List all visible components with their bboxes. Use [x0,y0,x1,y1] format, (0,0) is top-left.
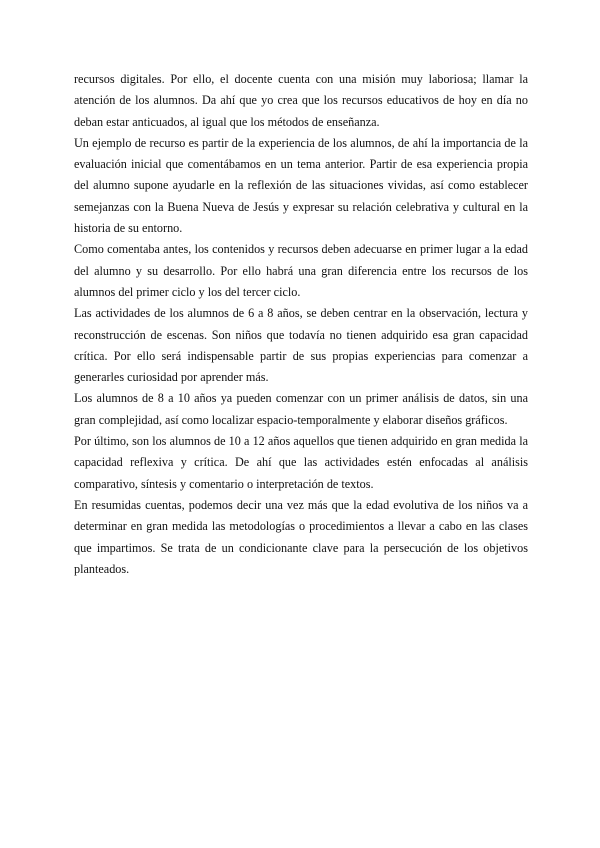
paragraph-6: Por último, son los alumnos de 10 a 12 años aquellos que tienen adquirido en gran medida la capacidad reflexiva y crítica. De ahí que las actividades estén enfocadas al análisis comparativo, síntesis y comentario o interpretación de textos. [74,434,528,491]
paragraph-5: Los alumnos de 8 a 10 años ya pueden comenzar con un primer análisis de datos, sin una gran complejidad, así como localizar espacio-temporalmente y elaborar diseños gráficos. [74,391,528,427]
paragraph-1: recursos digitales. Por ello, el docente cuenta con una misión muy laboriosa; llamar la atención de los alumnos. Da ahí que yo crea que los recursos educativos de hoy en día no deban estar anticuados, al igual que los métodos de enseñanza. [74,72,528,129]
paragraph-2: Un ejemplo de recurso es partir de la experiencia de los alumnos, de ahí la importancia de la evaluación inicial que comentábamos en un tema anterior. Partir de esa experiencia propia del alumno supone ayudarle en la reflexión de las situaciones vividas, así como establecer semejanzas con la Buena Nueva de Jesús y expresar su relación celebrativa y cultural en la historia de su entorno. [74,135,528,236]
paragraph-3: Como comentaba antes, los contenidos y recursos deben adecuarse en primer lugar a la edad del alumno y su desarrollo. Por ello habrá una gran diferencia entre los recursos de los alumnos del primer ciclo y los del tercer ciclo. [74,242,528,299]
paragraph-7: En resumidas cuentas, podemos decir una vez más que la edad evolutiva de los niños va a determinar en gran medida las metodologías o procedimientos a llevar a cabo en las clases que impartimos. Se trata de un condicionante clave para la persecución de los objetivos planteados. [74,497,528,576]
body-text [74,69,528,580]
paragraph-4: Las actividades de los alumnos de 6 a 8 años, se deben centrar en la observación, lectura y reconstrucción de escenas. Son niños que todavía no tienen adquirido esa gran capacidad crítica. Por ello será indispensable partir de sus propias experiencias para comenzar a generarles curiosidad por aprender más. [74,306,528,385]
